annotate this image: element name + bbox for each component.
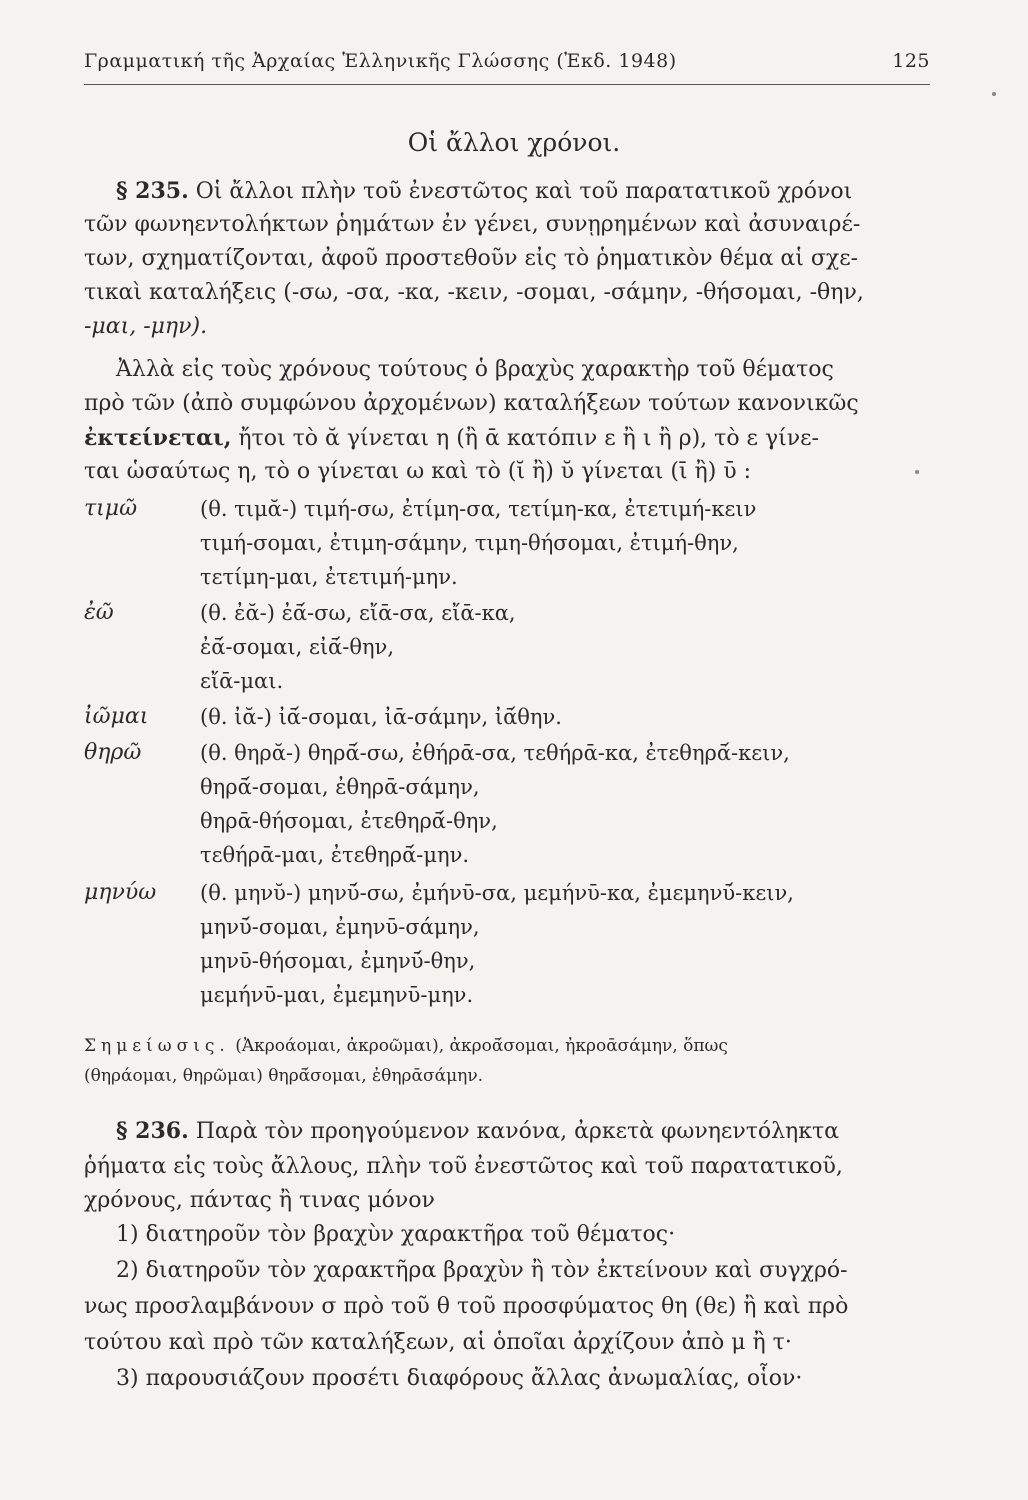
- list-item-2-cont: τούτου καὶ πρὸ τῶν καταλήξεων, αἱ ὁποῖαι ἀρχίζουν ἀπὸ μ ἢ τ·: [84, 1330, 792, 1355]
- verb-label: ἰῶμαι: [84, 704, 149, 729]
- paragraph-236-line-2: ῥήματα εἰς τοὺς ἄλλους, πλὴν τοῦ ἐνεστῶτος καὶ τοῦ παρατατικοῦ,: [84, 1154, 843, 1179]
- emphasis-word: ἐκτείνεται,: [84, 425, 232, 451]
- paragraph-235b-line-4: ται ὡσαύτως η, τὸ ο γίνεται ω καὶ τὸ (ῐ ἢ) ῠ γίνεται (ῑ ἢ) ῡ :: [84, 459, 752, 484]
- scan-speck: [915, 470, 919, 474]
- verb-forms-line: μεμήνῡ-μαι, ἐμεμηνῡ-μην.: [200, 983, 474, 1007]
- running-title: Γραμματική τῆς Ἀρχαίας Ἑλληνικῆς Γλώσσης (Ἐκδ. 1948): [84, 50, 677, 72]
- verb-forms-line: θηρᾱ-θήσομαι, ἐτεθηρᾱ́-θην,: [200, 809, 498, 833]
- scan-speck: [992, 92, 996, 96]
- paragraph-235-line-4: τικαὶ καταλήξεις (-σω, -σα, -κα, -κειν, -σομαι, -σάμην, -θήσομαι, -θην,: [84, 280, 864, 305]
- text-span: Παρὰ τὸν προηγούμενον κανόνα, ἀρκετὰ φωνηεντόληκτα: [195, 1119, 840, 1144]
- verb-label: τιμῶ: [84, 496, 138, 521]
- list-item-1: 1) διατηροῦν τὸν βραχὺν χαρακτῆρα τοῦ θέματος·: [116, 1222, 676, 1247]
- paragraph-235b-line-1: Ἀλλὰ εἰς τοὺς χρόνους τούτους ὁ βραχὺς χαρακτὴρ τοῦ θέματος: [116, 357, 834, 382]
- note-line-2: (θηράομαι, θηρῶμαι) θηρᾱ́σομαι, ἐθηρᾱσάμην.: [84, 1066, 484, 1086]
- verb-forms-line: (θ. θηρᾰ-) θηρᾱ́-σω, ἐθήρᾱ-σα, τεθήρᾱ-κα, ἐτεθηρᾱ́-κειν,: [200, 741, 790, 765]
- verb-forms-line: ἐᾱ́-σομαι, εἰᾱ́-θην,: [200, 635, 394, 659]
- section-number-236: § 236.: [116, 1118, 189, 1144]
- verb-forms-line: (θ. μηνῠ-) μηνῡ́-σω, ἐμήνῡ-σα, μεμήνῡ-κα, ἐμεμηνῡ́-κειν,: [200, 881, 794, 905]
- list-item-3: 3) παρουσιάζουν προσέτι διαφόρους ἄλλας ἀνωμαλίας, οἷον·: [116, 1366, 803, 1391]
- verb-label: θηρῶ: [84, 740, 142, 765]
- paragraph-235-line-5: -μαι, -μην).: [84, 314, 208, 339]
- paragraph-235b-line-3: ἐκτείνεται, ἤτοι τὸ ᾰ γίνεται η (ἢ ᾱ κατόπιν ε ἢ ι ἢ ρ), τὸ ε γίνε-: [84, 425, 819, 451]
- paragraph-235-line-2: τῶν φωνηεντολήκτων ῥημάτων ἐν γένει, συνῃρημένων καὶ ἀσυναιρέ-: [84, 212, 861, 237]
- paragraph-235-line-1: [116, 176, 852, 207]
- note-text: (Ἀκροάομαι, ἀκροῶμαι), ἀκροᾱ́σομαι, ἠκροᾱσάμην, ὅπως: [235, 1036, 728, 1056]
- list-item-2-cont: νως προσλαμβάνουν σ πρὸ τοῦ θ τοῦ προσφύματος θη (θε) ἢ καὶ πρὸ: [84, 1294, 849, 1319]
- running-header: [84, 40, 930, 85]
- verb-forms-line: (θ. ἰᾰ-) ἰᾱ́-σομαι, ἰᾱ-σάμην, ἰᾱ́θην.: [200, 705, 562, 729]
- verb-forms-line: τετίμη-μαι, ἐτετιμή-μην.: [200, 565, 458, 589]
- page-number: 125: [892, 50, 930, 72]
- text-span: Οἱ ἄλλοι πλὴν τοῦ ἐνεστῶτος καὶ τοῦ παρατατικοῦ χρόνοι: [195, 179, 853, 204]
- verb-label: ἐῶ: [84, 600, 114, 625]
- note-line-1: [84, 1034, 728, 1058]
- section-number-235: § 235.: [116, 178, 189, 204]
- verb-forms-line: μηνῡ-θήσομαι, ἐμηνῡ́-θην,: [200, 949, 476, 973]
- verb-forms-line: (θ. ἐᾰ-) ἐᾱ́-σω, εἴᾱ-σα, εἴᾱ-κα,: [200, 601, 516, 625]
- section-title: Οἱ ἄλλοι χρόνοι.: [407, 128, 621, 157]
- verb-forms-line: μηνῡ́-σομαι, ἐμηνῡ-σάμην,: [200, 915, 480, 939]
- verb-forms-line: θηρᾱ́-σομαι, ἐθηρᾱ-σάμην,: [200, 775, 480, 799]
- list-item-2: 2) διατηροῦν τὸν χαρακτῆρα βραχὺν ἢ τὸν ἐκτείνουν καὶ συγχρό-: [116, 1258, 848, 1283]
- paragraph-235-line-3: των, σχηματίζονται, ἀφοῦ προστεθοῦν εἰς τὸ ῥηματικὸν θέμα αἱ σχε-: [84, 246, 859, 271]
- paragraph-236-line-3: χρόνους, πάντας ἢ τινας μόνον: [84, 1188, 435, 1213]
- paragraph-236-line-1: [116, 1116, 839, 1147]
- verb-label: μηνύω: [84, 880, 157, 905]
- verb-forms-line: τεθήρᾱ-μαι, ἐτεθηρᾱ́-μην.: [200, 843, 470, 867]
- verb-forms-line: εἴᾱ-μαι.: [200, 669, 284, 693]
- paragraph-235b-line-2: πρὸ τῶν (ἀπὸ συμφώνου ἀρχομένων) καταλήξεων τούτων κανονικῶς: [84, 391, 859, 416]
- note-label: Σημείωσις.: [84, 1036, 230, 1056]
- verb-forms-line: τιμή-σομαι, ἐτιμη-σάμην, τιμη-θήσομαι, ἐτιμή-θην,: [200, 531, 739, 555]
- verb-forms-line: (θ. τιμᾰ-) τιμή-σω, ἐτίμη-σα, τετίμη-κα, ἐτετιμή-κειν: [200, 497, 757, 521]
